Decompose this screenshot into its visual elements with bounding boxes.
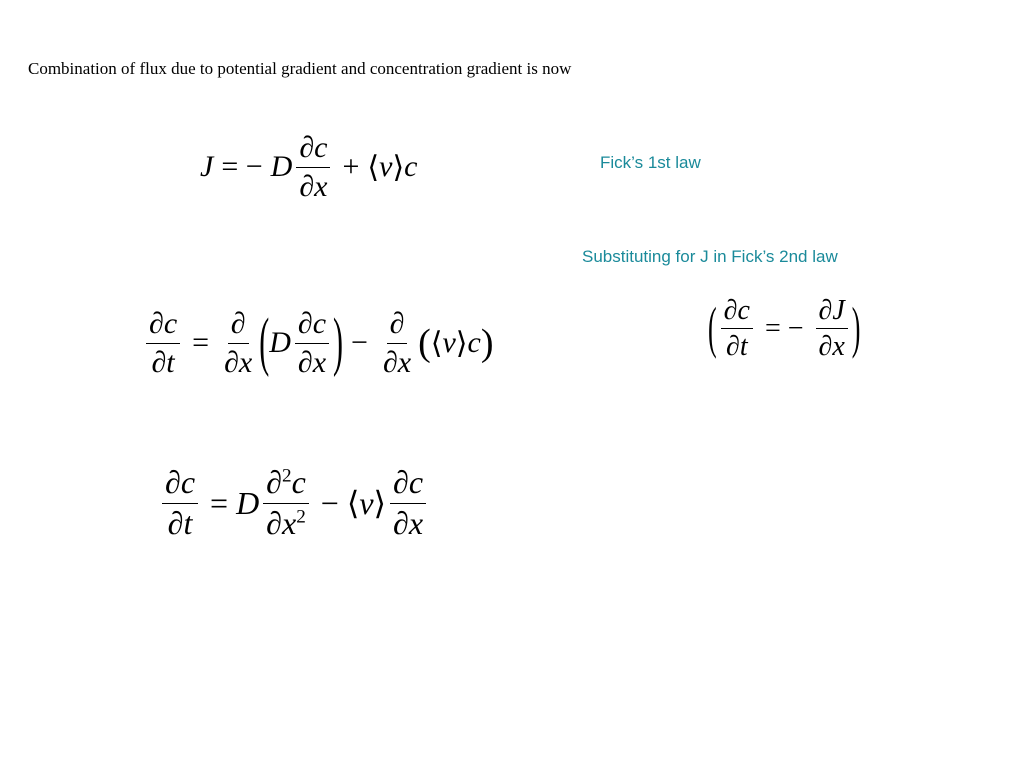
equation-substituted: $\frac{\partial c}{\partial t}$ = $\frac{\partial}{\partial x}$ ( D $\frac{\partial c}{\partial x}$ ) − $\frac{\partial}{\partial x}$ ( ⟨ v ⟩ c ) — [142, 308, 493, 378]
fick2-rhs-fraction — [816, 296, 848, 362]
eq3-d2-den-text: ∂x — [266, 504, 297, 541]
equation-final: $\frac{\partial c}{\partial t}$ = D $\frac{\partial^2c}{\partial x^2}$ − ⟨ v ⟩ $\frac{\partial c}{\partial x}$ — [158, 466, 430, 540]
eq2-derivative-1 — [221, 308, 255, 378]
eq3-tail-den: ∂x — [393, 504, 424, 541]
eq1-den: ∂x — [299, 169, 328, 203]
eq1-v: v — [379, 150, 393, 183]
eq3-v: v — [359, 484, 374, 521]
equation-ficks-first-law: J = − D $\frac{\partial c}{\partial x}$ + ⟨ v ⟩ c — [200, 131, 418, 203]
eq2-in-num: ∂c — [295, 308, 329, 344]
eq1-coef: D — [270, 150, 293, 183]
eq2-lhs-fraction — [146, 308, 180, 378]
eq2-derivative-2 — [380, 308, 414, 378]
eq3-tail-num: ∂c — [390, 466, 426, 504]
fick2-lhs-num: ∂c — [721, 296, 753, 329]
eq2-d2-num: ∂ — [387, 308, 408, 344]
eq3-lhs-num: ∂c — [162, 466, 198, 504]
eq2-lhs-den: ∂t — [151, 345, 175, 379]
eq1-c: c — [404, 150, 418, 183]
ficks-first-law-label: Fick’s 1st law — [600, 153, 701, 172]
eq1-lhs: J — [200, 150, 214, 183]
eq3-tail-fraction — [390, 466, 426, 540]
eq3-d2-den — [263, 504, 309, 541]
equation-ficks-second-law: ( $\frac{\partial c}{\partial t}$ = − $\frac{\partial J}{\partial x}$ ) — [708, 295, 861, 363]
eq2-lhs-num: ∂c — [146, 308, 180, 344]
intro-text: Combination of flux due to potential gradient and concentration gradient is now — [28, 59, 572, 78]
fick2-rhs-den: ∂x — [818, 331, 845, 363]
fick2-lhs-fraction — [721, 296, 753, 362]
eq3-d2-num — [263, 466, 309, 504]
eq3-lhs-fraction — [162, 466, 198, 540]
eq3-coef: D — [236, 484, 260, 521]
eq2-in-den: ∂x — [297, 345, 327, 379]
eq2-c: c — [467, 326, 481, 359]
eq3-d2-c: c — [291, 464, 306, 500]
eq2-d2-den: ∂x — [382, 345, 412, 379]
fick2-rhs-num: ∂J — [816, 296, 848, 329]
eq2-inner-fraction — [295, 308, 329, 378]
eq3-second-derivative — [263, 466, 309, 540]
eq3-lhs-den: ∂t — [167, 504, 193, 541]
eq3-d2-num-sup: 2 — [281, 465, 292, 487]
fick2-lhs-den: ∂t — [725, 331, 748, 363]
eq2-v: v — [442, 326, 456, 359]
eq3-d2-den-sup: 2 — [296, 505, 306, 527]
eq2-d1-den: ∂x — [224, 345, 253, 379]
eq1-fraction — [296, 132, 330, 202]
substituting-label: Substituting for J in Fick’s 2nd law — [582, 247, 838, 266]
eq1-num: ∂c — [296, 132, 330, 168]
eq2-d1-num: ∂ — [228, 308, 249, 344]
eq2-coef: D — [269, 326, 291, 359]
eq3-d2-partial: ∂ — [266, 464, 282, 500]
